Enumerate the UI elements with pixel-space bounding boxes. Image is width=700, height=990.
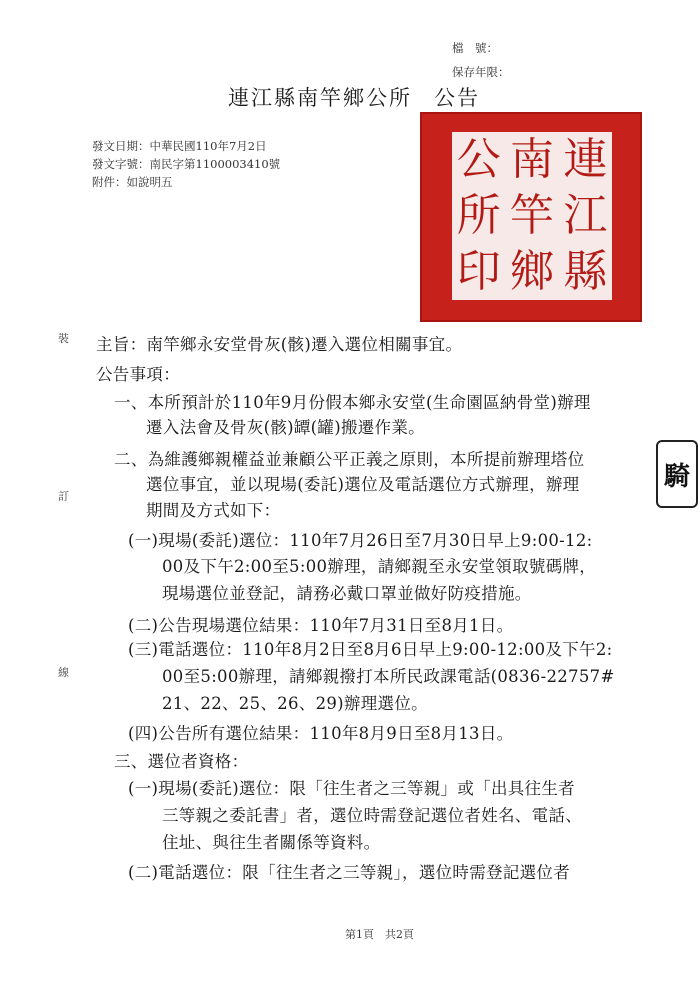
binding-mark-bottom: 線 xyxy=(58,666,69,679)
qualification-2-line-1: (二)電話選位：限「往生者之三等親」，選位時需登記選位者 xyxy=(128,863,571,882)
seam-stamp-char: 騎 xyxy=(663,461,690,492)
seal-char: 縣 xyxy=(563,246,608,297)
attachment-note: 附件：如說明五 xyxy=(92,175,173,189)
sub-item-3-line-2: 00至5:00辦理，請鄉親撥打本所民政課電話(0836-22757# xyxy=(162,667,615,686)
item-2-line-3: 期間及方式如下： xyxy=(146,501,281,520)
item-1-line-1: 一、本所預計於110年9月份假本鄉永安堂(生命園區納骨堂)辦理 xyxy=(114,393,591,412)
binding-mark-top: 裝 xyxy=(58,332,69,345)
sub-item-1-line-1: (一)現場(委託)選位：110年7月26日至7月30日早上9:00-12: xyxy=(128,531,593,550)
announcement-heading: 公告事項： xyxy=(96,365,180,384)
qualification-1-line-1: (一)現場(委託)選位：限「往生者之三等親」或「出具往生者 xyxy=(128,779,575,798)
sub-item-1-line-3: 現場選位並登記，請務必戴口罩並做好防疫措施。 xyxy=(162,584,532,603)
seal-char: 鄉 xyxy=(510,246,555,297)
qualification-1-line-2: 三等親之委託書」者，選位時需登記選位者姓名、電話、 xyxy=(162,806,582,825)
seal-inner xyxy=(452,132,612,300)
seal-char: 印 xyxy=(456,246,501,297)
retention-period-label: 保存年限： xyxy=(452,65,510,79)
seal-char: 江 xyxy=(563,190,608,241)
item-2-line-1: 二、為維護鄉親權益並兼顧公平正義之原則，本所提前辦理塔位 xyxy=(114,450,585,469)
sub-item-2: (二)公告現場選位結果：110年7月31日至8月1日。 xyxy=(128,616,514,635)
subject-line: 主旨：南竿鄉永安堂骨灰(骸)遷入選位相關事宜。 xyxy=(96,335,463,354)
issuing-organization: 連江縣南竿鄉公所 xyxy=(228,86,412,110)
item-2-line-2: 選位事宜，並以現場(委託)選位及電話選位方式辦理，辦理 xyxy=(146,475,580,494)
seal-char: 竿 xyxy=(510,190,555,241)
reference-number: 發文字號：南民字第1100003410號 xyxy=(92,157,281,171)
binding-mark-middle: 訂 xyxy=(58,490,69,503)
seam-stamp xyxy=(656,440,698,508)
issue-date: 發文日期：中華民國110年7月2日 xyxy=(92,139,267,153)
item-3-heading: 三、選位者資格： xyxy=(114,752,249,771)
seal-char: 連 xyxy=(563,134,608,185)
seal-char: 南 xyxy=(510,134,555,185)
sub-item-3-line-1: (三)電話選位：110年8月2日至8月6日早上9:00-12:00及下午2: xyxy=(128,640,613,659)
page-title xyxy=(228,82,480,112)
document-type: 公告 xyxy=(434,86,480,110)
seal-char: 公 xyxy=(456,134,501,185)
sub-item-4: (四)公告所有選位結果：110年8月9日至8月13日。 xyxy=(128,724,514,743)
sub-item-3-line-3: 21、22、25、26、29)辦理選位。 xyxy=(162,694,428,713)
sub-item-1-line-2: 00及下午2:00至5:00辦理，請鄉親至永安堂領取號碼牌， xyxy=(162,557,597,576)
seal-char: 所 xyxy=(456,190,501,241)
official-seal xyxy=(420,112,642,322)
qualification-1-line-3: 住址、與往生者關係等資料。 xyxy=(162,833,381,852)
file-number-label: 檔 號： xyxy=(452,41,498,55)
item-1-line-2: 遷入法會及骨灰(骸)罈(罐)搬遷作業。 xyxy=(146,418,425,437)
page-number: 第1頁 共2頁 xyxy=(345,928,414,941)
